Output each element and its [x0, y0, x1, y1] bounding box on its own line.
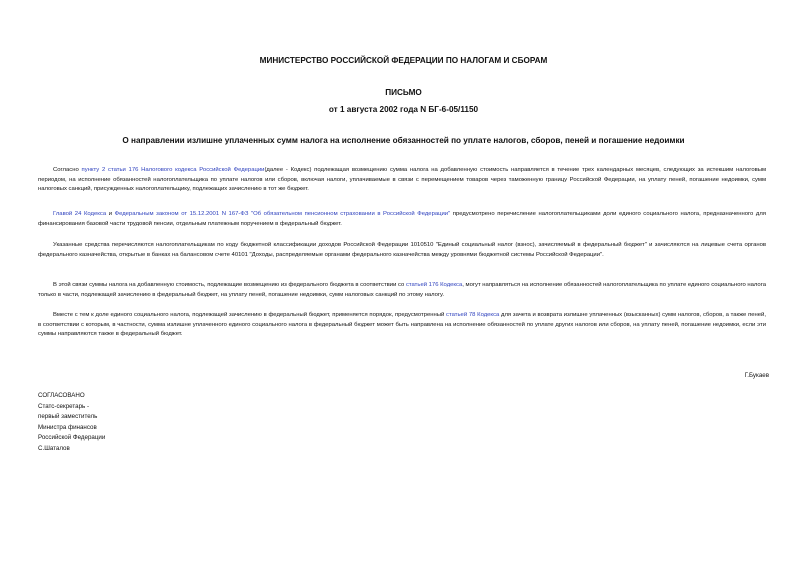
p5-text-before: Вместе с тем к доле единого социального налога, подлежащей зачислению в федеральный бюджет, применяется порядок, предусмотренный [53, 312, 447, 318]
agreed-line: Министра финансов [38, 423, 97, 431]
paragraph-2 [38, 210, 766, 229]
link-federal-law-167[interactable]: Федеральным законом от 15.12.2001 N 167-ФЗ "Об обязательном пенсионном страховании в Российской Федерации" [114, 211, 451, 217]
document-date-number: от 1 августа 2002 года N БГ-6-05/1150 [328, 105, 479, 114]
paragraph-4 [38, 281, 766, 300]
p2-text-after: предусмотрено перечисление налогоплательщиками доли единого социального налога, предназначенного для финансирования базовой части трудовой пенсии, отдельным платежным поручением в федеральный бюджет. [38, 211, 766, 227]
link-article-176[interactable]: статьей 176 Кодекса [405, 282, 463, 288]
agreed-block [38, 391, 105, 454]
agreed-line: Статс-секретарь - [38, 402, 90, 410]
organization-name: МИНИСТЕРСТВО РОССИЙСКОЙ ФЕДЕРАЦИИ ПО НАЛОГАМ И СБОРАМ [259, 56, 548, 65]
document-type: ПИСЬМО [385, 88, 422, 97]
link-article-176-p2[interactable]: пункту 2 статьи 176 Налогового кодекса Российской Федерации [81, 167, 265, 173]
p5-text-after: для зачета и возврата излишне уплаченных (взысканных) сумм налогов, сборов, а также пеней, в соответствии с которым, в частности, сумма излишне уплаченного единого социального налога в федеральный бюджет может быть направлена на исполнение обязанностей по уплате других налогов или сборов, на уплату пеней, погашение недоимки, если эти суммы направляются также в федеральный бюджет. [38, 312, 766, 338]
p1-text-before: Согласно [53, 167, 82, 173]
p2-text-mid: и [106, 211, 115, 217]
paragraph-3 [38, 241, 766, 260]
link-chapter-24[interactable]: Главой 24 Кодекса [53, 211, 107, 217]
p1-text-after: (далее - Кодекс) подлежащая возмещению сумма налога на добавленную стоимость направляется в течение трех календарных месяцев, следующих за истекшим налоговым периодом, на исполнение обязанностей налогоплательщика по уплате налогов или сборов, включая налоги, уплачиваемые в связи с перемещением товаров через таможенную границу Российской Федерации, на уплату пеней, погашение недоимки, сумм налоговых санкций, присужденных налогоплательщику, подлежащих зачислению в тот же бюджет. [38, 167, 767, 193]
agreed-line: первый заместитель [38, 413, 98, 420]
agreed-label: СОГЛАСОВАНО [38, 392, 85, 399]
signature: Г.Букаев [744, 372, 769, 379]
paragraph-1 [38, 166, 766, 195]
link-article-78[interactable]: статьей 78 Кодекса [446, 312, 500, 318]
agreed-line: Российской Федерации [38, 434, 106, 441]
p4-text-after: , могут направляться на исполнение обязанностей налогоплательщика по уплате единого социального налога только в части, подлежащей зачислению в федеральный бюджет, на уплату пеней, погашение недоимки, сумм налоговых санкций по этому налогу. [38, 282, 767, 298]
agreed-line: С.Шаталов [38, 444, 70, 452]
p3-text: Указанные средства перечисляются налогоплательщикам по коду бюджетной классификации доходов Российской Федерации 1010510 "Единый социальный налог (взнос), зачисляемый в федеральный бюджет" и зачисляются на лицевые счета органов федерального казначейства, открытые в банках на балансовом счете 40101 "Доходы, распределяемые органами федерального казначейства между уровнями бюджетной системы Российской Федерации". [38, 242, 766, 258]
document-title: О направлении излишне уплаченных сумм налога на исполнение обязанностей по уплате налогов, сборов, пеней и погашение недоимки [122, 136, 685, 145]
p4-text-before: В этой связи суммы налога на добавленную стоимость, подлежащие возмещению из федерального бюджета в соответствии со [53, 282, 406, 288]
paragraph-5 [38, 311, 766, 340]
